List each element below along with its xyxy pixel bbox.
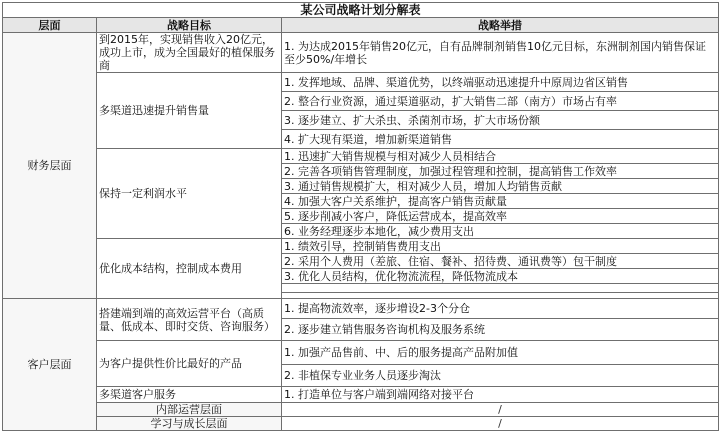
measure-cell: 4. 加强大客户关系维护，提高客户销售贡献量 <box>282 194 719 209</box>
measure-cell: 2. 非植保专业业务人员逐步淘汰 <box>282 365 719 387</box>
header-goal: 战略目标 <box>97 18 282 33</box>
measure-cell: 1. 发挥地域、品牌、渠道优势，以终端驱动迅速提升中原周边省区销售 <box>282 73 719 92</box>
goal-cell: 为客户提供性价比最好的产品 <box>97 341 282 387</box>
measure-cell: 3. 通过销售规模扩大，相对减少人员，增加人均销售贡献 <box>282 179 719 194</box>
measure-cell: 3. 优化人员结构，优化物流流程，降低物流成本 <box>282 269 719 284</box>
goal-cell: 多渠道客户服务 <box>97 387 282 403</box>
measure-cell: 1. 加强产品售前、中、后的服务提高产品附加值 <box>282 341 719 365</box>
goal-cell: 搭建端到端的高效运营平台（高质量、低成本、即时交货、咨询服务） <box>97 299 282 341</box>
layer-finance: 财务层面 <box>3 33 97 299</box>
measure-cell: 1. 提高物流效率，逐步增设2-3个分仓 <box>282 299 719 319</box>
measure-cell: 5. 逐步削减小客户，降低运营成本，提高效率 <box>282 209 719 224</box>
goal-cell: 优化成本结构，控制成本费用 <box>97 239 282 299</box>
goal-cell: 保持一定利润水平 <box>97 149 282 239</box>
goal-cell: 多渠道迅速提升销售量 <box>97 73 282 149</box>
measure-cell: 2. 整合行业资源，通过渠道驱动，扩大销售二部（南方）市场占有率 <box>282 92 719 111</box>
layer-internal: 内部运营层面 <box>97 403 282 417</box>
header-layer: 层面 <box>3 18 97 33</box>
measure-cell: 4. 扩大现有渠道，增加新渠道销售 <box>282 130 719 149</box>
layer-customer: 客户层面 <box>3 299 97 431</box>
goal-cell: / <box>282 403 719 417</box>
layer-learning: 学习与成长层面 <box>97 417 282 431</box>
measure-cell-empty <box>282 284 719 293</box>
measure-cell: 2. 完善各项销售管理制度，加强过程管理和控制，提高销售工作效率 <box>282 164 719 179</box>
goal-cell: 到2015年，实现销售收入20亿元，成功上市，成为全国最好的植保服务商 <box>97 33 282 73</box>
measure-cell: 1. 迅速扩大销售规模与相对减少人员相结合 <box>282 149 719 164</box>
measure-cell: 2. 逐步建立销售服务咨询机构及服务系统 <box>282 319 719 341</box>
goal-cell: / <box>282 417 719 431</box>
header-measures: 战略举措 <box>282 18 719 33</box>
table-title: 某公司战略计划分解表 <box>3 3 719 18</box>
measure-cell: 1. 打造单位与客户端到端网络对接平台 <box>282 387 719 403</box>
strategy-table <box>2 2 719 431</box>
measure-cell: 1. 为达成2015年销售20亿元，自有品牌制剂销售10亿元目标，东洲制剂国内销售保证至少50%/年增长 <box>282 33 719 73</box>
measure-cell: 1. 绩效引导，控制销售费用支出 <box>282 239 719 254</box>
measure-cell: 2. 采用个人费用（差旅、住宿、餐补、招待费、通讯费等）包干制度 <box>282 254 719 269</box>
measure-cell: 3. 逐步建立、扩大杀虫、杀菌剂市场，扩大市场份额 <box>282 111 719 130</box>
strategy-table-sheet <box>2 2 718 429</box>
measure-cell: 6. 业务经理逐步本地化，减少费用支出 <box>282 224 719 239</box>
